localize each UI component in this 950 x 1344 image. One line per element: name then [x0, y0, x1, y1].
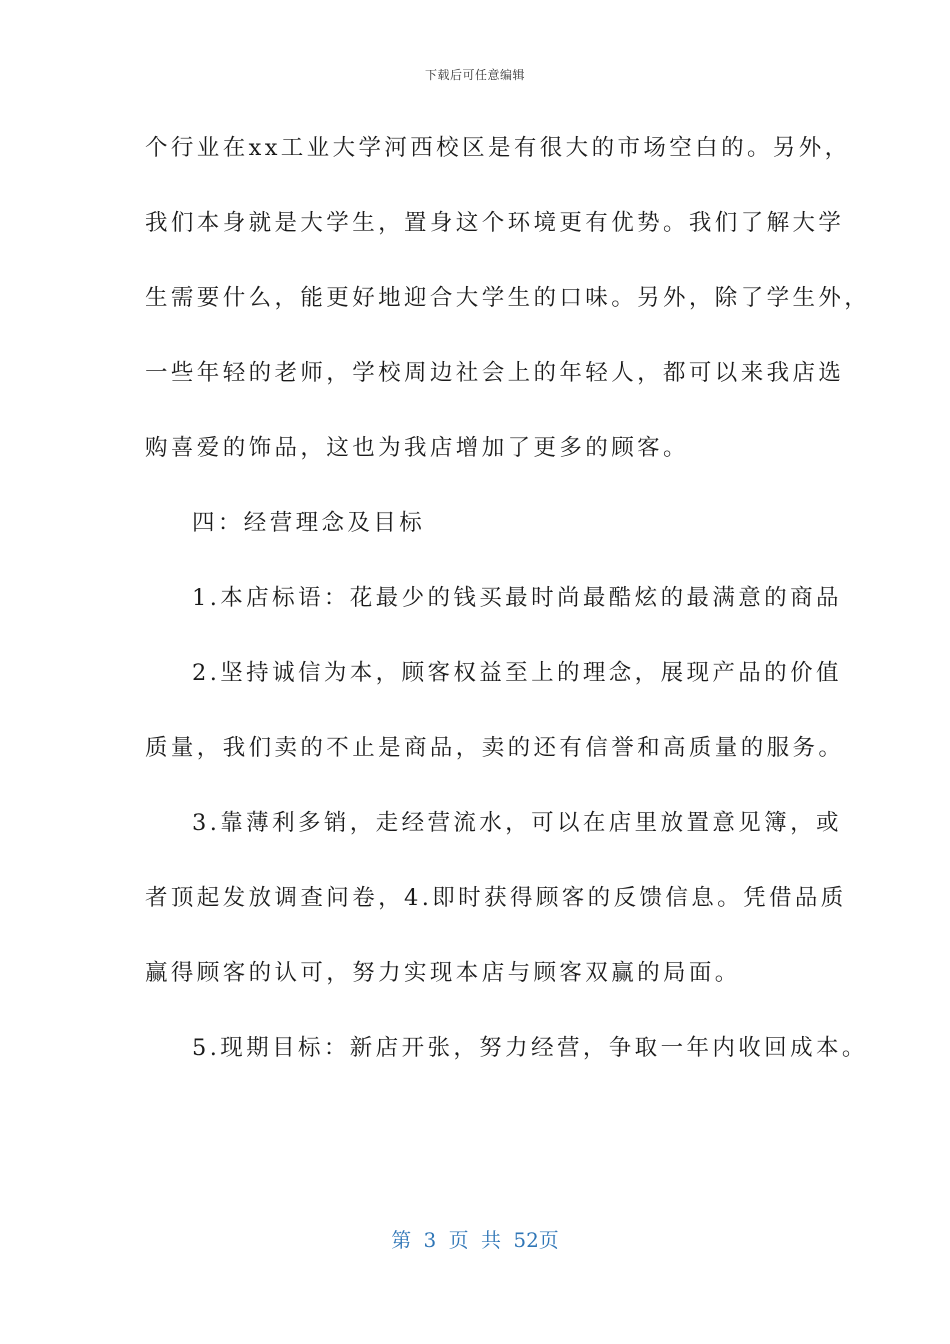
document-body	[145, 131, 871, 1106]
list-item-3: 3.靠薄利多销，走经营流水，可以在店里放置意见簿，或	[192, 810, 842, 836]
list-item-1: 1.本店标语：花最少的钱买最时尚最酷炫的最满意的商品	[192, 585, 842, 611]
body-line-4: 一些年轻的老师，学校周边社会上的年轻人，都可以来我店选	[145, 360, 845, 386]
list-item-5: 5.现期目标：新店开张，努力经营，争取一年内收回成本。	[192, 1035, 868, 1061]
list-item-3-continuation-2: 赢得顾客的认可，努力实现本店与顾客双赢的局面。	[145, 960, 741, 986]
page-number-footer: 第 3 页 共 52页	[391, 1228, 559, 1252]
body-line-3: 生需要什么，能更好地迎合大学生的口味。另外，除了学生外，	[145, 285, 871, 311]
list-item-3-continuation-1: 者顶起发放调查问卷，4.即时获得顾客的反馈信息。凭借品质	[145, 885, 847, 911]
body-line-5: 购喜爱的饰品，这也为我店增加了更多的顾客。	[145, 435, 689, 461]
body-line-2: 我们本身就是大学生，置身这个环境更有优势。我们了解大学	[145, 210, 845, 236]
list-item-2-continuation: 质量，我们卖的不止是商品，卖的还有信誉和高质量的服务。	[145, 735, 845, 761]
body-line-1: 个行业在xx工业大学河西校区是有很大的市场空白的。另外，	[145, 135, 851, 161]
page-header-note: 下载后可任意编辑	[424, 68, 525, 82]
section-heading: 四：经营理念及目标	[192, 510, 426, 536]
list-item-2: 2.坚持诚信为本，顾客权益至上的理念，展现产品的价值	[192, 660, 842, 686]
